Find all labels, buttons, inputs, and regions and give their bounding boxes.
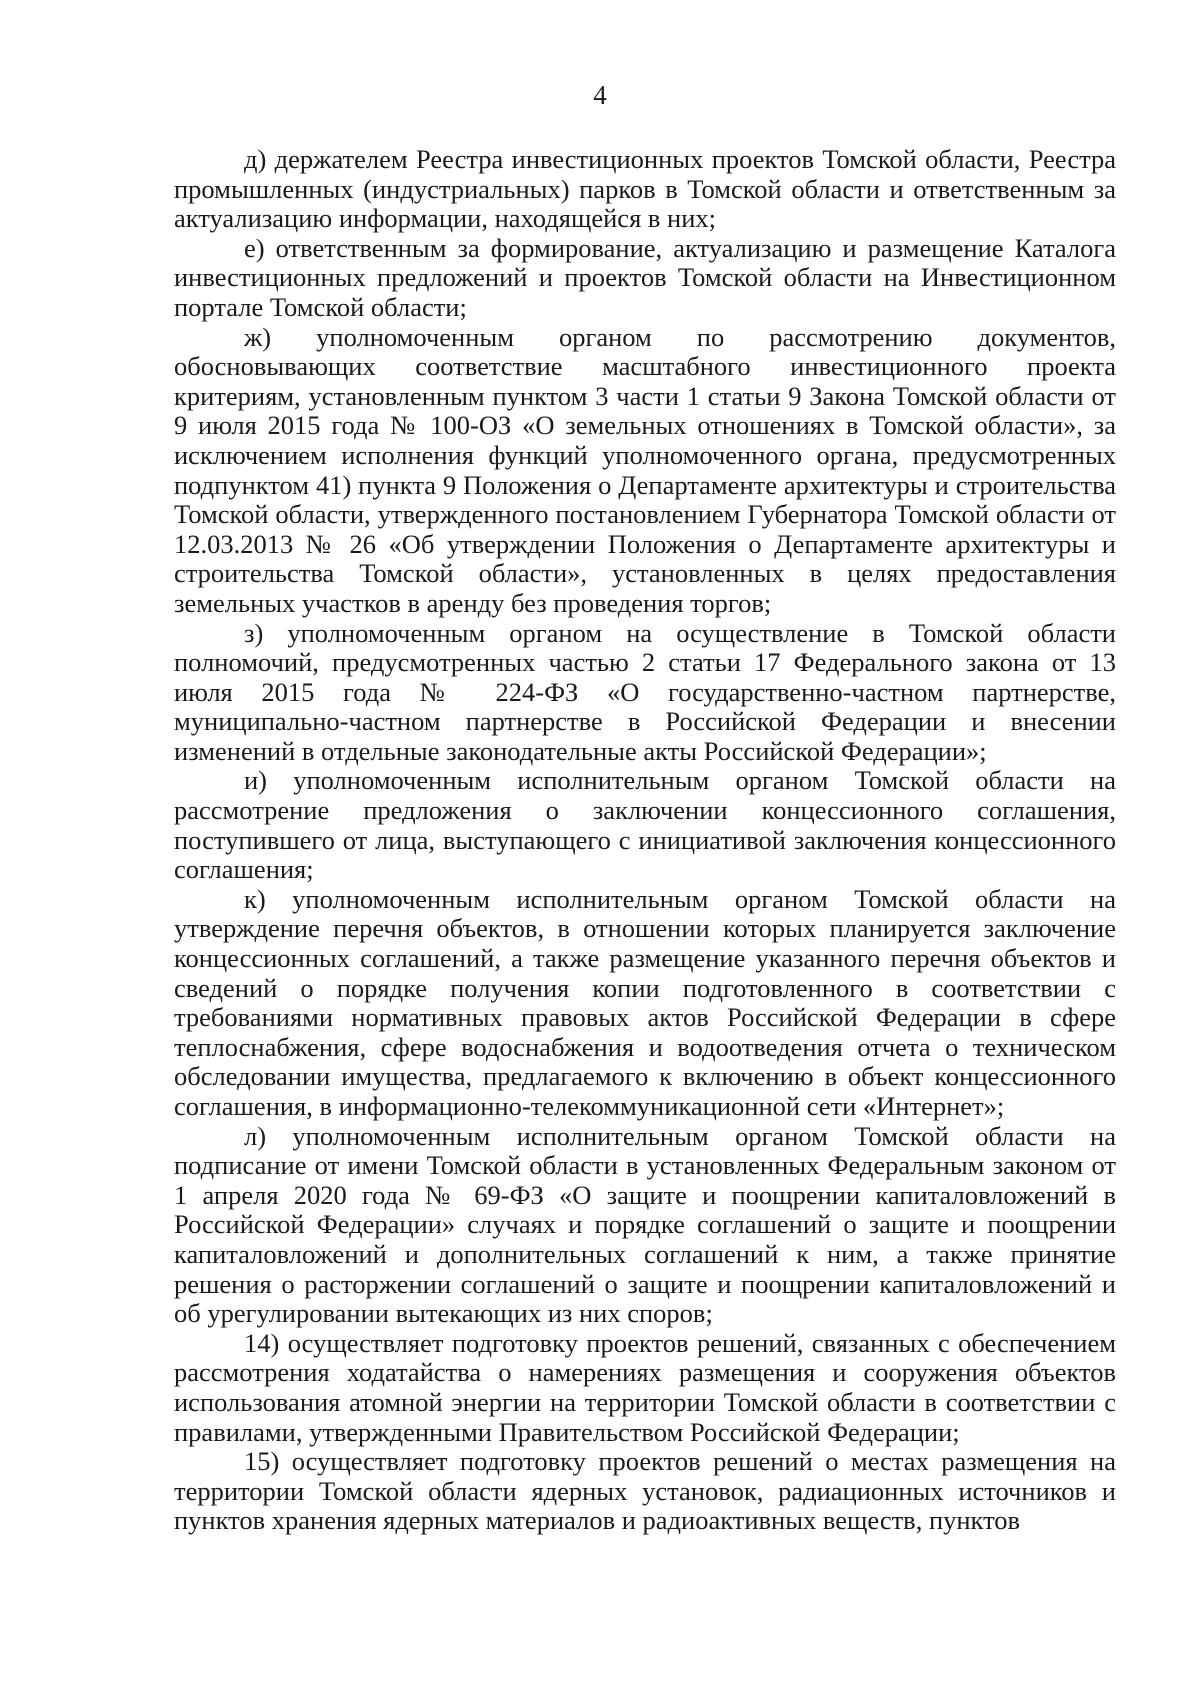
page-number: 4 [593, 80, 607, 110]
paragraph-item-zh: ж) уполномоченным органом по рассмотрению документов, обосновывающих соответствие масштабного инвестиционного проекта критериям, установленным пунктом 3 части 1 статьи 9 Закона Томской области от 9 июля 2015 года № 100-ОЗ «О земельных отношениях в Томской области», за исключением исполнения функций уполномоченного органа, предусмотренных подпунктом 41) пункта 9 Положения о Департаменте архитектуры и строительства Томской области, утвержденного постановлением Губернатора Томской области от 12.03.2013 № 26 «Об утверждении Положения о Департаменте архитектуры и строительства Томской области», установленных в целях предоставления земельных участков в аренду без проведения торгов; [174, 321, 1116, 618]
paragraph-item-z: з) уполномоченным органом на осуществление в Томской области полномочий, предусмотренных частью 2 статьи 17 Федерального закона от 13 июля 2015 года № 224-ФЗ «О государственно-частном партнерстве, муниципально-частном партнерстве в Российской Федерации и внесении изменений в отдельные законодательные акты Российской Федерации»; [174, 617, 1116, 766]
paragraph-item-e: е) ответственным за формирование, актуализацию и размещение Каталога инвестиционных предложений и проектов Томской области на Инвестиционном портале Томской области; [174, 232, 1116, 322]
paragraph-item-l: л) уполномоченным исполнительным органом Томской области на подписание от имени Томской области в установленных Федеральным законом от 1 апреля 2020 года № 69-ФЗ «О защите и поощрении капиталовложений в Российской Федерации» случаях и порядке соглашений о защите и поощрении капиталовложений и дополнительных соглашений к ним, а также принятие решения о расторжении соглашений о защите и поощрении капиталовложений и об урегулировании вытекающих из них споров; [174, 1120, 1116, 1329]
paragraph-item-i: и) уполномоченным исполнительным органом Томской области на рассмотрение предложения о заключении концессионного соглашения, поступившего от лица, выступающего с инициативой заключения концессионного соглашения; [174, 765, 1116, 885]
paragraph-item-d: д) держателем Реестра инвестиционных проектов Томской области, Реестра промышленных (индустриальных) парков в Томской области и ответственным за актуализацию информации, находящейся в них; [174, 144, 1116, 234]
paragraph-14: 14) осуществляет подготовку проектов решений, связанных с обеспечением рассмотрения ходатайства о намерениях размещения и сооружения объектов использования атомной энергии на территории Томской области в соответствии с правилами, утвержденными Правительством Российской Федерации; [174, 1327, 1116, 1447]
paragraph-item-k: к) уполномоченным исполнительным органом Томской области на утверждение перечня объектов, в отношении которых планируется заключение концессионных соглашений, а также размещение указанного перечня объектов и сведений о порядке получения копии подготовленного в соответствии с требованиями нормативных правовых актов Российской Федерации в сфере теплоснабжения, сфере водоснабжения и водоотведения отчета о техническом обследовании имущества, предлагаемого к включению в объект концессионного соглашения, в информационно-телекоммуникационной сети «Интернет»; [174, 883, 1116, 1121]
paragraph-15: 15) осуществляет подготовку проектов решений о местах размещения на территории Томской области ядерных установок, радиационных источников и пунктов хранения ядерных материалов и радиоактивных веществ, пунктов [174, 1446, 1116, 1536]
document-body [174, 145, 1116, 1536]
